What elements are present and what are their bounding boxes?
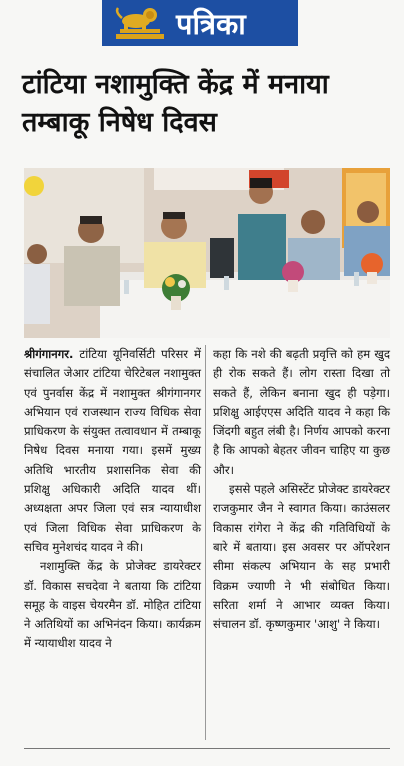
article-left-column — [24, 345, 201, 654]
masthead-brand: पत्रिका — [176, 6, 246, 41]
column-divider — [205, 345, 206, 740]
article-paragraph: नशामुक्ति केंद्र के प्रोजेक्ट डायरेक्टर डॉ. विकास सचदेवा ने बताया कि टांटिया समूह के वाइस चेयरमैन डॉ. मोहित टांटिया ने अतिथियों का अभिनंदन किया। कार्यक्रम में न्यायाधीश यादव ने — [24, 559, 201, 651]
event-photo — [24, 168, 390, 338]
headline: टांटिया नशामुक्ति केंद्र में मनाया तम्बाकू निषेध दिवस — [22, 69, 329, 138]
paragraph-text: टांटिया यूनिवर्सिटी परिसर में संचालित जेआर टांटिया चेरिटेबल नशामुक्त एवं पुनर्वास केंद्र में नशामुक्त श्रीगंगानगर अभियान एवं राजस्थान राज्य विधिक सेवा प्राधिकरण के संयुक्त तत्वावधान में तम्बाकू निषेध दिवस मनाया गया। इसमें मुख्य अतिथि भारतीय प्रशासनिक सेवा की प्रशिक्षु अधिकारी अदिति यादव थीं। अध्यक्षता अपर जिला एवं सत्र न्यायाधीश एवं जिला विधिक सेवा प्राधिकरण के सचिव मुनेशचंद यादव ने की। — [24, 347, 201, 554]
lion-emblem-icon — [112, 4, 168, 42]
article-right-column — [213, 345, 390, 634]
dateline: श्रीगंगानगर. — [24, 347, 74, 361]
bottom-rule — [24, 748, 390, 749]
article-paragraph: इससे पहले असिस्टेंट प्रोजेक्ट डायरेक्टर राजकुमार जैन ने स्वागत किया। काउंसलर विकास रांगेरा ने केंद्र की गतिविधियों के बारे में बताया। इस अवसर पर ऑपरेशन सीमा संकल्प अभियान के सह प्रभारी विक्रम ज्याणी ने भी संबोधित किया। सरिता शर्मा ने आभार व्यक्त किया। संचालन डॉ. कृष्णकुमार 'आशु' ने किया। — [213, 482, 390, 632]
masthead — [102, 0, 298, 46]
article-paragraph: कहा कि नशे की बढ़ती प्रवृत्ति को हम खुद ही रोक सकते हैं। लोग रास्ता दिखा तो सकते हैं, लेकिन बनाना खुद ही पड़ेगा। प्रशिक्षु आईएएस अदिति यादव ने कहा कि जिंदगी बहुत लंबी है। निर्णय आपको करना है कि आपको बेहतर जीवन चाहिए या कुछ और। — [213, 347, 390, 477]
article-paragraph — [24, 345, 201, 557]
